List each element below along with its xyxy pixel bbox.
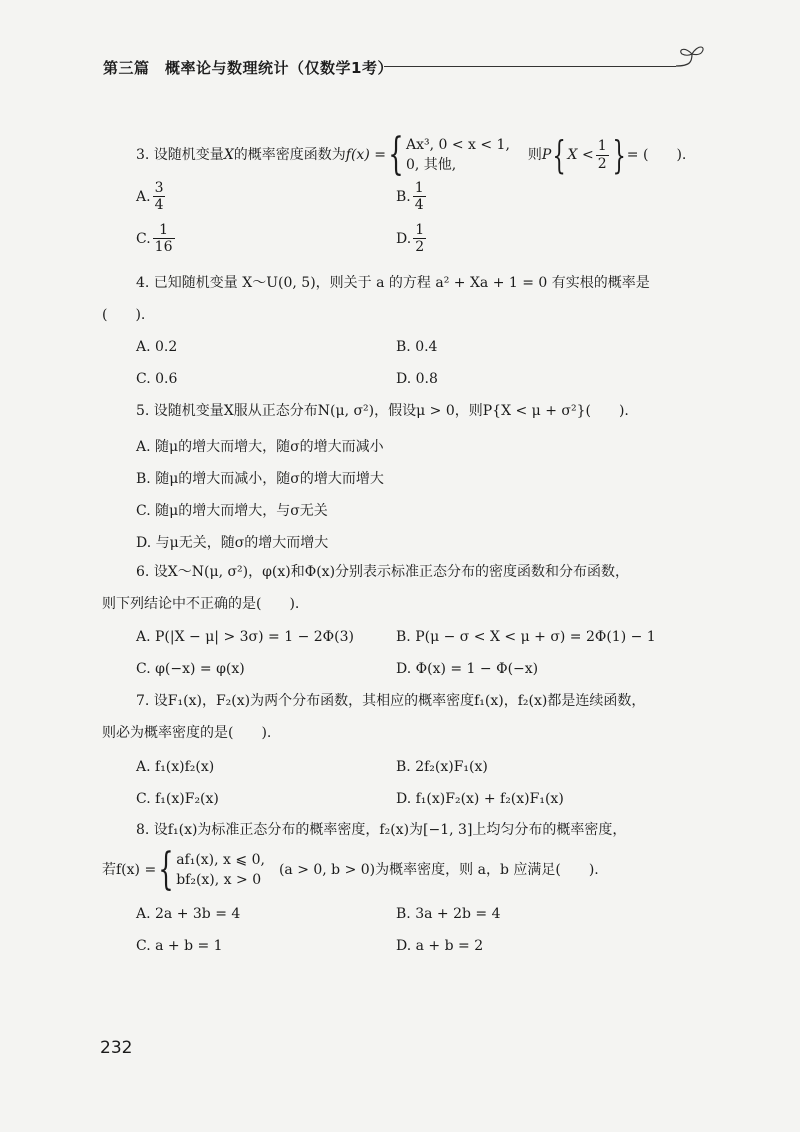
left-brace-icon: {	[388, 129, 404, 180]
page-number: 232	[100, 1038, 133, 1058]
q3-option-b	[396, 180, 428, 213]
q3-prob-left: X <	[567, 147, 594, 163]
question-8-line-1: 8. 设f₁(x)为标准正态分布的概率密度，f₂(x)为[−1, 3]上均匀分布的概率密度，	[136, 822, 627, 838]
q3-option-d-letter: D.	[396, 230, 412, 247]
q5-option-a: A. 随μ的增大而增大，随σ的增大而减小	[136, 439, 384, 455]
q3-option-a-den: 4	[154, 197, 164, 214]
q5-option-b: B. 随μ的增大而减小，随σ的增大而增大	[136, 471, 384, 487]
question-8-line-2	[102, 844, 599, 895]
q3-P: P	[541, 147, 552, 163]
q3-option-a-fraction	[153, 180, 166, 213]
question-4-line-2: ( ).	[102, 307, 146, 323]
q6-option-c: C. φ(−x) = φ(x)	[136, 661, 245, 677]
q3-option-c-num: 1	[153, 222, 175, 239]
q4-option-c: C. 0.6	[136, 371, 178, 387]
question-3-stem	[136, 129, 687, 180]
q3-option-a-num: 3	[154, 180, 164, 196]
page-header-title: 第三篇 概率论与数理统计（仅数学1考）	[103, 59, 393, 77]
q8-suffix: (a > 0, b > 0)为概率密度，则 a，b 应满足( ).	[278, 862, 599, 878]
q3-half-num: 1	[597, 138, 607, 155]
q3-case-1: Ax³, 0 < x < 1,	[405, 136, 510, 153]
q3-option-b-fraction	[413, 180, 426, 213]
q5-option-c: C. 随μ的增大而增大，与σ无关	[136, 503, 328, 519]
q3-tail: = ( ).	[626, 147, 687, 163]
q3-half-den: 2	[597, 155, 607, 172]
left-brace-icon: {	[158, 844, 174, 895]
q3-option-b-letter: B.	[396, 188, 411, 205]
q8-piecewise	[156, 844, 265, 895]
q3-cases	[406, 135, 510, 176]
q3-then: 则	[527, 147, 542, 163]
question-7-line-1: 7. 设F₁(x)，F₂(x)为两个分布函数，其相应的概率密度f₁(x)，f₂(x)都是连续函数，	[136, 693, 646, 709]
q6-option-a: A. P(|X − μ| > 3σ) = 1 − 2Φ(3)	[136, 629, 354, 645]
q4-option-d: D. 0.8	[396, 371, 438, 387]
q7-option-b: B. 2f₂(x)F₁(x)	[396, 759, 488, 775]
q8-option-b: B. 3a + 2b = 4	[396, 906, 501, 922]
q7-option-c: C. f₁(x)F₂(x)	[136, 791, 219, 807]
q3-option-b-num: 1	[414, 180, 424, 196]
question-6-line-2: 则下列结论中不正确的是( ).	[102, 596, 300, 612]
q8-option-d: D. a + b = 2	[396, 938, 484, 954]
right-brace-icon: }	[612, 133, 626, 177]
q3-var: X	[223, 147, 234, 163]
q3-option-c	[136, 222, 177, 255]
q3-option-d-den: 2	[415, 239, 425, 256]
q3-option-d	[396, 222, 428, 255]
left-brace-icon: {	[552, 133, 567, 177]
q8-cases	[176, 850, 265, 891]
q8-option-a: A. 2a + 3b = 4	[136, 906, 241, 922]
q7-option-d: D. f₁(x)F₂(x) + f₂(x)F₁(x)	[396, 791, 564, 807]
question-5-line-1: 5. 设随机变量X服从正态分布N(μ, σ²)，假设μ > 0，则P{X < μ + σ²}( ).	[136, 403, 629, 419]
q3-half-fraction	[596, 138, 609, 171]
q6-option-d: D. Φ(x) = 1 − Φ(−x)	[396, 661, 539, 677]
q3-fx: f(x) =	[345, 147, 386, 163]
q4-option-a: A. 0.2	[136, 339, 178, 355]
q5-option-d: D. 与μ无关，随σ的增大而增大	[136, 535, 329, 551]
header-rule	[384, 66, 676, 67]
q3-option-c-den: 16	[154, 239, 173, 256]
q3-option-c-letter: C.	[136, 230, 151, 247]
q3-option-d-fraction	[413, 222, 426, 255]
q7-option-a: A. f₁(x)f₂(x)	[136, 759, 215, 775]
question-6-line-1: 6. 设X～N(μ, σ²)，φ(x)和Φ(x)分别表示标准正态分布的密度函数和分布函数，	[136, 564, 630, 580]
q3-option-a	[136, 180, 167, 213]
q8-case-2: bf₂(x), x > 0	[176, 872, 262, 888]
q3-intro: 3. 设随机变量	[136, 147, 224, 163]
q8-case-1: af₁(x), x ⩽ 0,	[176, 851, 265, 868]
q3-option-c-fraction	[153, 222, 175, 255]
q3-option-d-num: 1	[415, 222, 425, 238]
q8-prefix: 若f(x) =	[102, 862, 157, 878]
question-4-line-1: 4. 已知随机变量 X～U(0, 5)，则关于 a 的方程 a² + Xa + 1 = 0 有实根的概率是	[136, 275, 650, 291]
q3-case-2: 0, 其他,	[405, 157, 457, 173]
q6-option-b: B. P(μ − σ < X < μ + σ) = 2Φ(1) − 1	[396, 629, 656, 645]
q3-piecewise	[386, 129, 510, 180]
sprout-ornament-icon	[672, 40, 712, 72]
q4-option-b: B. 0.4	[396, 339, 438, 355]
q8-option-c: C. a + b = 1	[136, 938, 223, 954]
question-7-line-2: 则必为概率密度的是( ).	[102, 725, 272, 741]
q3-option-b-den: 4	[414, 197, 424, 214]
q3-mid: 的概率密度函数为	[233, 147, 346, 163]
q3-option-a-letter: A.	[136, 188, 151, 205]
